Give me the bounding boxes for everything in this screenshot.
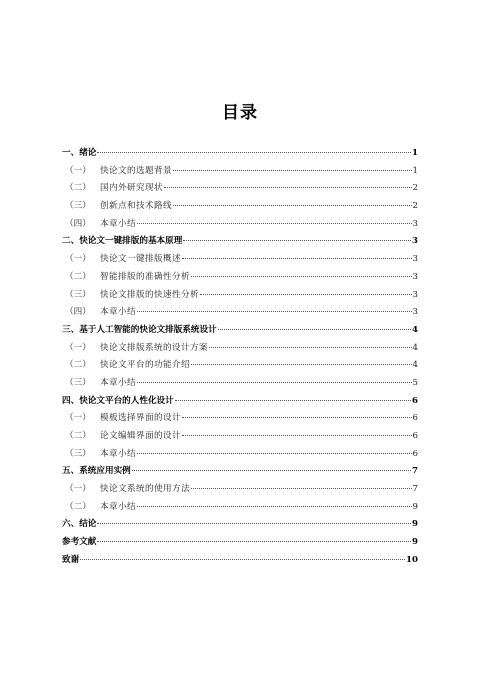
toc-page-number: 6	[412, 431, 418, 441]
toc-entry-number: （二）	[65, 271, 91, 282]
toc-chapter-entry[interactable]	[62, 552, 418, 570]
toc-entry-number: （三）	[65, 377, 91, 388]
toc-page-number: 3	[412, 289, 418, 300]
toc-entry-title: 本章小结	[100, 501, 136, 512]
toc-entry-title: 国内外研究现状	[100, 183, 163, 194]
toc-dot-leader	[173, 170, 412, 171]
toc-chapter-entry[interactable]	[62, 233, 418, 251]
toc-entry-number: （一）	[65, 342, 91, 353]
toc-dot-leader	[191, 488, 412, 489]
toc-chapter-entry[interactable]	[62, 322, 418, 340]
toc-entry-title: 基于人工智能的快论文排版系统设计	[79, 324, 217, 335]
toc-section-entry[interactable]	[62, 410, 418, 428]
toc-entry-number: （四）	[65, 218, 91, 229]
toc-entry-title: 智能排版的准确性分析	[100, 271, 190, 282]
toc-dot-leader	[164, 187, 412, 188]
toc-entry-number: （二）	[65, 501, 91, 512]
toc-page-number: 4	[412, 360, 418, 371]
toc-entry-title: 创新点和技术路线	[100, 201, 172, 212]
toc-entry-number: 六、	[62, 519, 80, 530]
toc-dot-leader	[97, 523, 411, 524]
toc-entry-number: （二）	[65, 183, 91, 194]
toc-entry-number: 四、	[62, 395, 80, 406]
toc-dot-leader	[209, 347, 412, 348]
toc-page-number: 1	[412, 165, 418, 176]
toc-chapter-entry[interactable]	[62, 534, 418, 552]
toc-page-number: 6	[412, 413, 418, 424]
toc-section-entry[interactable]	[62, 287, 418, 305]
toc-section-entry[interactable]	[62, 446, 418, 464]
toc-entry-title: 论文编辑界面的设计	[100, 431, 181, 441]
toc-page-number: 4	[412, 324, 418, 335]
toc-section-entry[interactable]	[62, 304, 418, 322]
toc-section-entry[interactable]	[62, 375, 418, 393]
toc-entry-title: 快论文系统的使用方法	[100, 484, 190, 495]
toc-page-number: 10	[406, 554, 418, 565]
toc-entry-number: （一）	[65, 165, 91, 176]
toc-entry-title: 快论文排版的快速性分析	[100, 289, 199, 300]
toc-section-entry[interactable]	[62, 428, 418, 446]
toc-page-number: 7	[412, 484, 418, 495]
toc-entry-number: （二）	[65, 431, 91, 441]
toc-entry-title: 本章小结	[100, 377, 136, 388]
toc-entry-title: 致谢	[62, 554, 80, 565]
toc-page-number: 6	[412, 395, 418, 406]
toc-entry-number: 一、	[62, 148, 80, 158]
toc-dot-leader	[175, 400, 411, 401]
toc-section-entry[interactable]	[62, 269, 418, 287]
toc-page-number: 2	[412, 201, 418, 212]
toc-section-entry[interactable]	[62, 180, 418, 198]
toc-section-entry[interactable]	[62, 357, 418, 375]
toc-chapter-entry[interactable]	[62, 145, 418, 163]
toc-entry-title: 本章小结	[100, 218, 136, 229]
toc-chapter-entry[interactable]	[62, 516, 418, 534]
toc-dot-leader	[132, 470, 411, 471]
toc-entry-title: 模板选择界面的设计	[100, 413, 181, 424]
toc-page-number: 3	[412, 254, 418, 265]
toc-entry-number: （二）	[65, 360, 91, 371]
toc-dot-leader	[182, 258, 412, 259]
toc-section-entry[interactable]	[62, 481, 418, 499]
toc-dot-leader	[80, 559, 405, 560]
toc-page-number: 4	[412, 342, 418, 353]
toc-chapter-entry[interactable]	[62, 393, 418, 411]
toc-page-number: 9	[412, 501, 418, 512]
toc-page-number: 3	[412, 218, 418, 229]
toc-dot-leader	[191, 276, 412, 277]
toc-entry-number: （一）	[65, 413, 91, 424]
toc-dot-leader	[137, 382, 412, 383]
toc-dot-leader	[137, 506, 412, 507]
toc-entry-number: （三）	[65, 289, 91, 300]
toc-dot-leader	[173, 205, 412, 206]
toc-page-number: 3	[412, 271, 418, 282]
toc-dot-leader	[182, 417, 412, 418]
toc-section-entry[interactable]	[62, 216, 418, 234]
toc-entry-title: 绪论	[79, 148, 97, 158]
toc-chapter-entry[interactable]	[62, 463, 418, 481]
toc-entry-title: 快论文平台的功能介绍	[100, 360, 190, 371]
toc-dot-leader	[191, 364, 412, 365]
toc-page-number: 7	[412, 466, 418, 477]
toc-entry-title: 本章小结	[100, 307, 136, 318]
toc-entry-number: （一）	[65, 484, 91, 495]
toc-entry-title: 快论文平台的人性化设计	[79, 395, 174, 406]
toc-dot-leader	[183, 240, 411, 241]
toc-page-number: 2	[412, 183, 418, 194]
toc-entry-number: （三）	[65, 201, 91, 212]
toc-entry-number: （一）	[65, 254, 91, 265]
toc-entry-number: 五、	[62, 466, 80, 477]
toc-dot-leader	[97, 152, 411, 153]
toc-entry-title: 快论文的选题背景	[100, 165, 172, 176]
toc-entry-title: 快论文一键排版的基本原理	[79, 236, 183, 247]
toc-entry-number: （三）	[65, 448, 91, 459]
toc-dot-leader	[200, 294, 412, 295]
toc-page-number: 3	[412, 307, 418, 318]
toc-page-number: 6	[412, 448, 418, 459]
toc-entry-number: （四）	[65, 307, 91, 318]
toc-entry-title: 系统应用实例	[79, 466, 131, 477]
toc-section-entry[interactable]	[62, 499, 418, 517]
toc-entry-title: 快论文一键排版概述	[100, 254, 181, 265]
page-title: 目录	[222, 103, 258, 123]
toc-dot-leader	[137, 453, 412, 454]
toc-dot-leader	[182, 435, 412, 436]
toc-entry-title: 本章小结	[100, 448, 136, 459]
toc-entry-title: 快论文排版系统的设计方案	[100, 342, 208, 353]
toc-section-entry[interactable]	[62, 251, 418, 269]
toc-dot-leader	[97, 541, 411, 542]
toc-page-number: 1	[412, 148, 418, 158]
toc-dot-leader	[137, 311, 412, 312]
toc-entry-number: 三、	[62, 324, 80, 335]
toc-page-number: 9	[412, 519, 418, 530]
toc-section-entry[interactable]	[62, 340, 418, 358]
toc-dot-leader	[137, 223, 412, 224]
toc-entry-number: 二、	[62, 236, 80, 247]
toc-section-entry[interactable]	[62, 198, 418, 216]
toc-entry-title: 参考文献	[62, 537, 97, 548]
table-of-contents	[62, 145, 418, 570]
toc-page-number: 9	[412, 537, 418, 548]
toc-section-entry[interactable]	[62, 163, 418, 181]
toc-page-number: 3	[412, 236, 418, 247]
toc-page-number: 5	[412, 377, 418, 388]
toc-entry-title: 结论	[79, 519, 97, 530]
toc-dot-leader	[218, 329, 411, 330]
